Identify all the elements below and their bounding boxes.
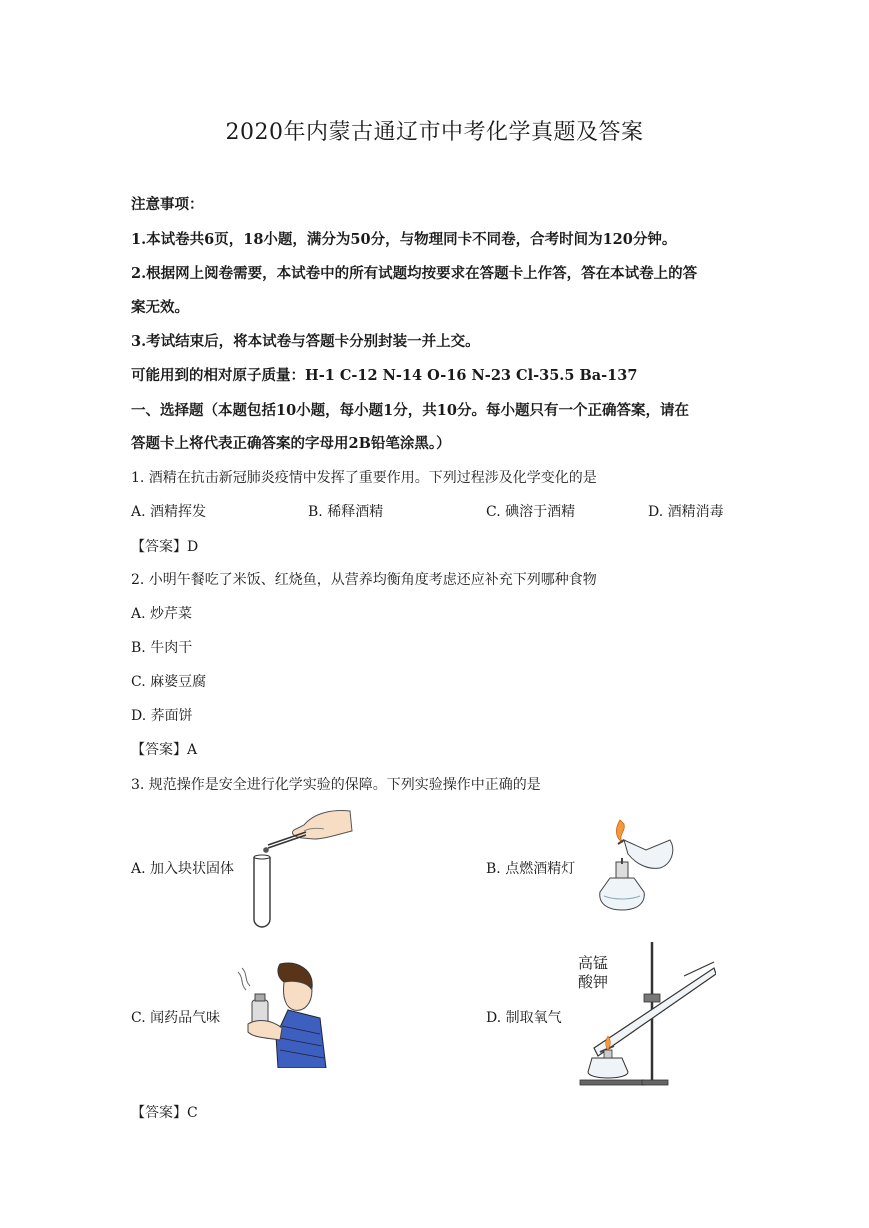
question-2-option-d: D. 荞面饼 [131, 708, 193, 724]
notice-item-1: 1.本试卷共6页，18小题，满分为50分，与物理同卡不同卷，合考时间为120分钟。 [131, 231, 677, 248]
figure-smelling-chemical [232, 960, 332, 1068]
question-2-option-a: A. 炒芹菜 [131, 606, 193, 622]
figure-label-line-1: 高锰 [578, 954, 609, 972]
question-1-stem: 1. 酒精在抗击新冠肺炎疫情中发挥了重要作用。下列过程涉及化学变化的是 [131, 470, 597, 486]
page-title: 2020年内蒙古通辽市中考化学真题及答案 [225, 120, 644, 145]
notice-item-2-line-1: 2.根据网上阅卷需要，本试卷中的所有试题均按要求在答题卡上作答，答在本试卷上的答 [131, 265, 698, 282]
question-2-answer: 【答案】A [131, 742, 198, 758]
question-1-option-c: C. 碘溶于酒精 [486, 504, 576, 520]
question-3-option-b: B. 点燃酒精灯 [486, 861, 576, 877]
figure-oxygen-setup [566, 940, 716, 1090]
question-2-option-b: B. 牛肉干 [131, 640, 193, 656]
question-3-answer: 【答案】C [131, 1105, 198, 1121]
notice-item-3: 3.考试结束后，将本试卷与答题卡分别封装一并上交。 [131, 333, 480, 350]
figure-tweezers-test-tube [244, 805, 354, 930]
question-3-stem: 3. 规范操作是安全进行化学实验的保障。下列实验操作中正确的是 [131, 777, 541, 793]
question-3-option-a: A. 加入块状固体 [131, 861, 235, 877]
question-3-option-d: D. 制取氧气 [486, 1010, 562, 1026]
section-heading-line-2: 答题卡上将代表正确答案的字母用2B铅笔涂黑。） [131, 435, 451, 452]
question-2-option-c: C. 麻婆豆腐 [131, 674, 207, 690]
question-1-option-a: A. 酒精挥发 [131, 504, 207, 520]
question-1-answer: 【答案】D [131, 539, 199, 555]
figure-alcohol-lamp [588, 818, 680, 918]
atomic-mass-line: 可能用到的相对原子质量：H-1 C-12 N-14 O-16 N-23 Cl-35.5 Ba-137 [131, 367, 638, 384]
question-2-stem: 2. 小明午餐吃了米饭、红烧鱼，从营养均衡角度考虑还应补充下列哪种食物 [131, 572, 597, 588]
figure-label-line-2: 酸钾 [578, 973, 609, 991]
question-3-option-c: C. 闻药品气味 [131, 1010, 221, 1026]
section-heading-line-1: 一、选择题（本题包括10小题，每小题1分，共10分。每小题只有一个正确答案，请在 [131, 402, 689, 419]
question-1-option-b: B. 稀释酒精 [308, 504, 384, 520]
question-1-option-d: D. 酒精消毒 [648, 504, 724, 520]
notice-item-2-line-2: 案无效。 [131, 299, 189, 316]
notice-heading: 注意事项： [131, 196, 204, 213]
